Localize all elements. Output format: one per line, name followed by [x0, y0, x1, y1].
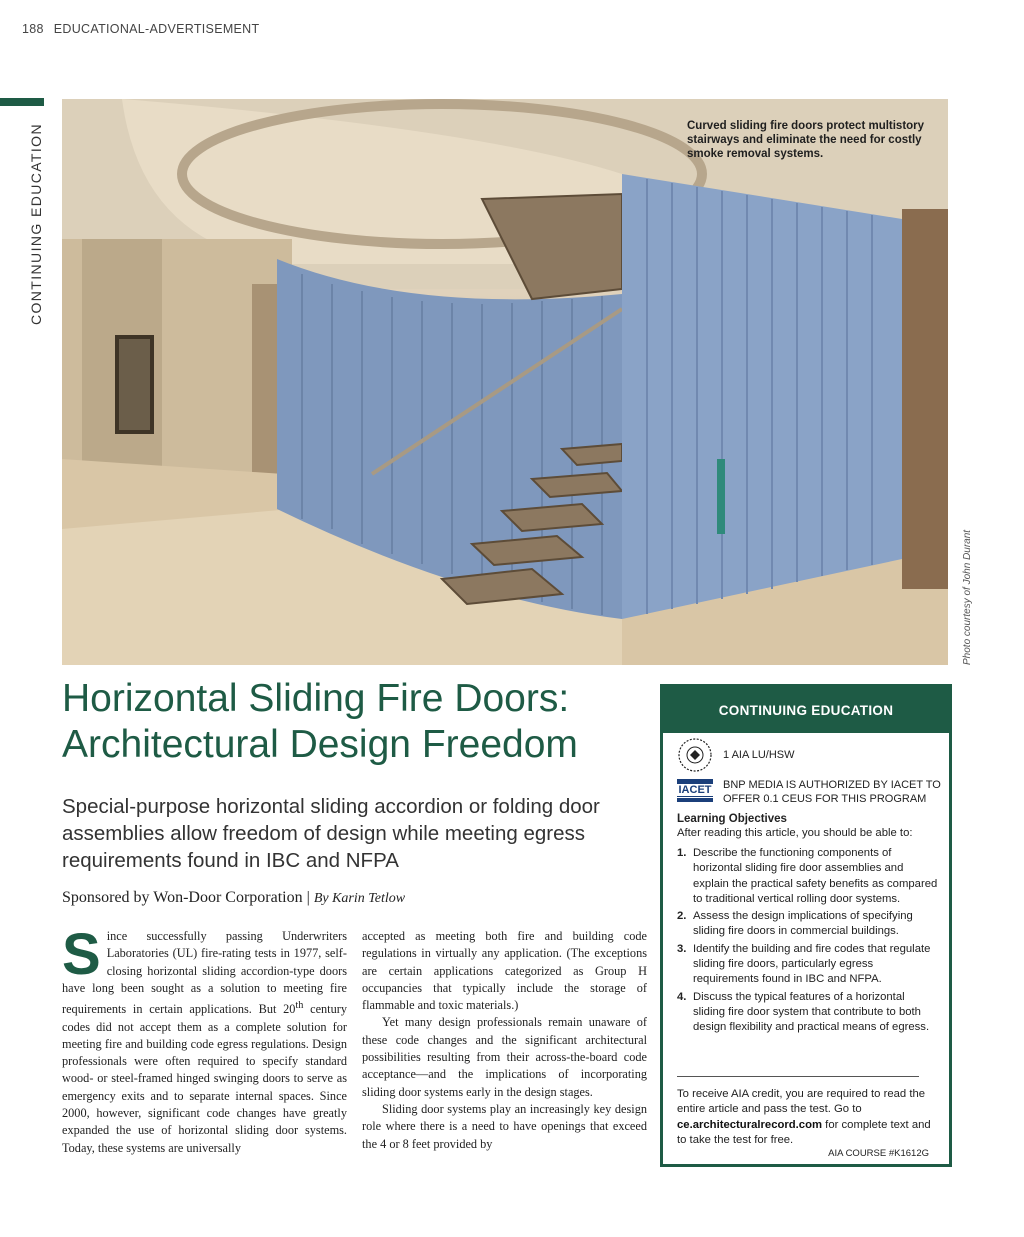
photo-credit: Photo courtesy of John Durant	[962, 529, 973, 665]
learning-objectives-intro: After reading this article, you should be able to:	[677, 827, 913, 839]
continuing-education-box	[660, 684, 952, 1167]
side-section-label: CONTINUING EDUCATION	[28, 123, 44, 325]
ce-divider	[677, 1076, 919, 1077]
objective-number: 1.	[677, 847, 687, 859]
ce-box-heading: CONTINUING EDUCATION	[663, 687, 949, 733]
section-label: EDUCATIONAL-ADVERTISEMENT	[53, 22, 260, 36]
sponsor-name: Sponsored by Won-Door Corporation	[62, 889, 303, 906]
article-subtitle: Special-purpose horizontal sliding accordion or folding door assemblies allow freedom of design while meeting egress requirements found in IBC and NFPA	[62, 795, 600, 872]
learning-objectives-list	[677, 846, 939, 1038]
body-paragraph: Yet many design professionals remain unaware of these code changes and the significant architectural possibilities resulting from their across-the-board code acceptance—and the implications of incorporating sliding door systems early in the design stages.	[362, 1015, 647, 1099]
learning-objectives-title: Learning Objectives	[677, 813, 787, 825]
stairway-illustration	[62, 99, 948, 665]
sponsor-line	[62, 889, 405, 907]
objective-text: Describe the functioning components of horizontal sliding fire door assemblies and explain the practical safety benefits as compared to traditional vertical rolling door systems.	[693, 847, 938, 905]
ce-instructions	[677, 1087, 943, 1148]
hero-photo	[62, 99, 948, 665]
body-text: century codes did not accept them as a complete solution for meeting fire and building code egress regulations. Design professionals were often required to specify standard wood- or steel-framed hinged swinging doors to serve as emergency exits and to separate internal spaces. Since 2000, however, significant code changes have greatly expanded the use of horizontal sliding door systems. Today, these systems are universally	[62, 1002, 347, 1155]
aia-credit: 1 AIA LU/HSW	[723, 749, 795, 761]
objective-item	[677, 990, 939, 1036]
body-text: ince successfully passing Underwriters Laboratories (UL) fire-rating tests in 1977, self-closing horizontal sliding accordion-type doors have long been sought as a solution to meeting fire requirements in certain applications. But 20	[62, 929, 347, 1017]
ce-instructions-text: for complete text and to take the test for free.	[677, 1118, 931, 1146]
page-header	[22, 22, 259, 36]
objective-item	[677, 846, 939, 907]
page-number: 188	[22, 22, 44, 36]
superscript: th	[295, 1000, 304, 1012]
iacet-statement: BNP MEDIA IS AUTHORIZED BY IACET TO OFFER 0.1 CEUS FOR THIS PROGRAM	[723, 779, 941, 805]
body-column-2	[362, 928, 647, 1153]
objective-text: Assess the design implications of specifying sliding fire doors in commercial buildings.	[693, 910, 913, 938]
body-paragraph: accepted as meeting both fire and building code regulations in virtually any application. (The exceptions are certain applications categorized as Group H occupancies that typically include the storage of flammable and toxic materials.)	[362, 929, 647, 1013]
objective-number: 2.	[677, 910, 687, 923]
iacet-logo-text: IACET	[678, 784, 712, 796]
objective-item	[677, 909, 939, 940]
objective-number: 3.	[677, 942, 687, 955]
course-number: AIA COURSE #K1612G	[828, 1148, 929, 1159]
side-accent-bar	[0, 98, 44, 106]
drop-cap: S	[62, 922, 101, 987]
ce-seal-icon	[677, 737, 713, 773]
body-paragraph: Sliding door systems play an increasingly key design role where there is a need to have openings that exceed the 4 or 8 feet provided by	[362, 1101, 647, 1151]
ce-website-link[interactable]: ce.architecturalrecord.com	[677, 1118, 823, 1131]
body-paragraph	[62, 922, 347, 1157]
objective-text: Identify the building and fire codes that regulate sliding fire doors, particularly egress requirements found in IBC and NFPA.	[693, 942, 931, 986]
objective-text: Discuss the typical features of a horizontal sliding fire door system that contribute to both design flexibility and practical means of egress.	[693, 990, 930, 1034]
author-byline: By Karin Tetlow	[313, 891, 406, 906]
objective-number: 4.	[677, 990, 687, 1003]
photo-caption: Curved sliding fire doors protect multistory stairways and eliminate the need for costly smoke removal systems.	[687, 120, 925, 160]
iacet-logo-icon	[677, 779, 713, 801]
body-column-1	[62, 922, 347, 1157]
objective-item	[677, 942, 939, 988]
ce-instructions-text: To receive AIA credit, you are required to read the entire article and pass the test. Go to	[677, 1088, 926, 1116]
article-title: Horizontal Sliding Fire Doors: Architectural Design Freedom	[62, 677, 578, 766]
byline-separator: |	[302, 889, 314, 906]
